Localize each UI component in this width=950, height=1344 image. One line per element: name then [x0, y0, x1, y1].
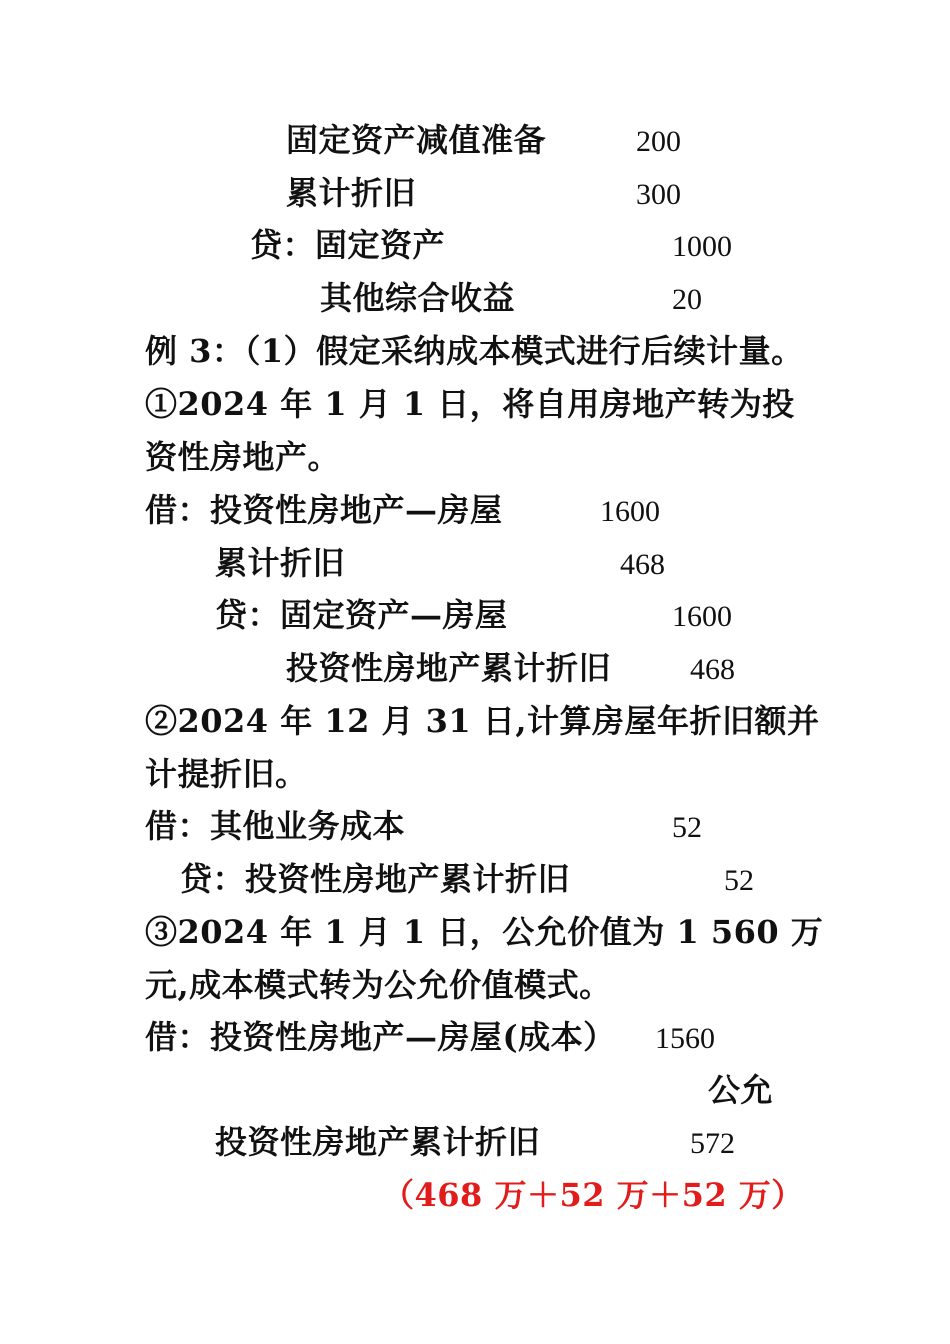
entry-line-debit-investment-property-cost: 借：投资性房地产—房屋(成本） [145, 1018, 616, 1056]
entry-line-debit-other-business-cost: 借：其他业务成本 [145, 807, 406, 845]
entry-amount-debit-investment-property-cost: 1560 [655, 1022, 715, 1055]
fair-value-fragment: 公允 [708, 1071, 774, 1109]
entry-line-credit-investment-property-depreciation: 贷：投资性房地产累计折旧 [180, 860, 571, 898]
entry-amount-accumulated-depreciation: 300 [636, 178, 681, 211]
entry-amount-debit-other-business-cost: 52 [672, 811, 702, 844]
entry-line-credit-fixed-assets-house: 贷：固定资产—房屋 [215, 596, 508, 634]
entry-amount-credit-fixed-assets-house: 1600 [672, 600, 732, 633]
entry-line-debit-investment-property: 借：投资性房地产—房屋 [145, 491, 503, 529]
entry-amount-accumulated-depreciation-468: 468 [620, 548, 665, 581]
step-1-text-line-1: ①2024 年 1 月 1 日，将自用房地产转为投 [145, 385, 795, 423]
entry-amount-other-comprehensive-income: 20 [672, 283, 702, 316]
step-2-text-line-1: ②2024 年 12 月 31 日,计算房屋年折旧额并 [145, 702, 820, 740]
entry-amount-investment-property-depreciation-572: 572 [690, 1127, 735, 1160]
entry-amount-credit-fixed-assets: 1000 [672, 230, 732, 263]
entry-line-accumulated-depreciation: 累计折旧 [286, 174, 417, 212]
step-1-text-line-2: 资性房地产。 [145, 438, 341, 476]
entry-amount-debit-investment-property: 1600 [600, 495, 660, 528]
entry-amount-asset-impairment: 200 [636, 125, 681, 158]
step-2-text-line-2: 计提折旧。 [145, 755, 308, 793]
entry-line-accumulated-depreciation-468: 累计折旧 [215, 544, 346, 582]
entry-line-credit-fixed-assets: 贷：固定资产 [250, 226, 446, 264]
depreciation-calculation-note: （468 万＋52 万＋52 万） [382, 1176, 804, 1214]
entry-amount-credit-investment-property-depreciation: 52 [724, 864, 754, 897]
entry-line-investment-property-depreciation: 投资性房地产累计折旧 [286, 649, 612, 687]
step-3-text-line-1: ③2024 年 1 月 1 日，公允价值为 1 560 万 [145, 913, 824, 951]
entry-line-other-comprehensive-income: 其他综合收益 [320, 279, 516, 317]
entry-line-asset-impairment: 固定资产减值准备 [286, 121, 547, 159]
entry-amount-investment-property-depreciation: 468 [690, 653, 735, 686]
entry-line-investment-property-depreciation-572: 投资性房地产累计折旧 [215, 1123, 541, 1161]
step-3-text-line-2: 元,成本模式转为公允价值模式。 [145, 966, 612, 1004]
example-heading: 例 3：（1）假定采纳成本模式进行后续计量。 [145, 332, 804, 370]
